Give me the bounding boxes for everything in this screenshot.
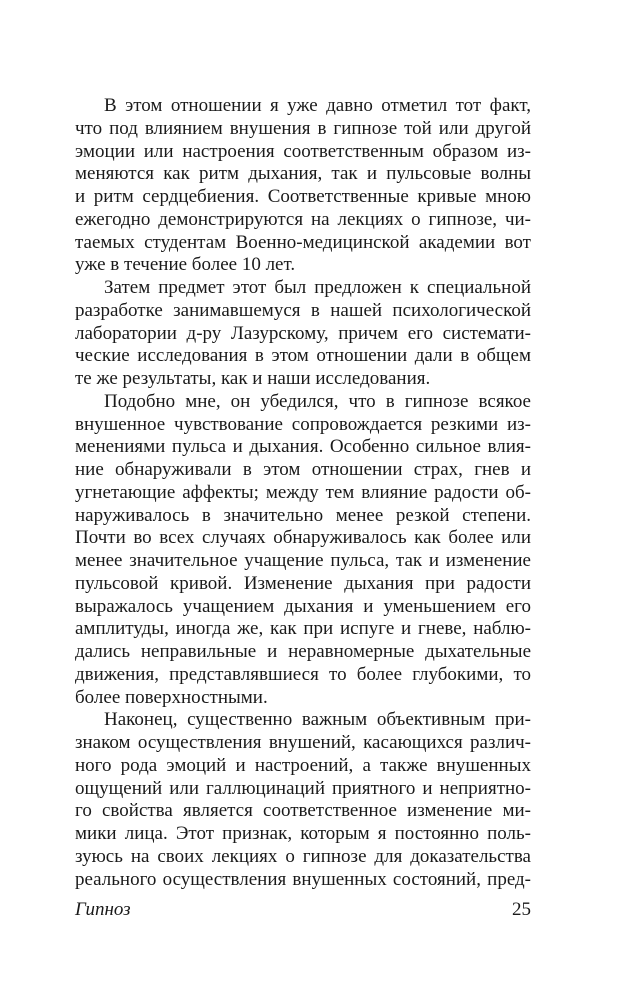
text-line: внушенное чувствование сопровождается резкими из- xyxy=(75,413,531,435)
page-footer xyxy=(75,897,531,923)
paragraph xyxy=(75,709,531,891)
text-line: те же результаты, как и наши исследования. xyxy=(75,368,431,389)
text-line: выражалось учащением дыхания и уменьшением его xyxy=(75,595,531,617)
text-line: ческие исследования в этом отношении дали в общем xyxy=(75,345,531,367)
paragraph xyxy=(75,391,531,710)
text-line: реального осуществления внушенных состояний, пред- xyxy=(75,868,531,890)
text-line: более поверхностными. xyxy=(75,686,268,708)
text-line: го свойства является соответственное изменение ми- xyxy=(75,800,531,822)
text-line: мики лица. Этот признак, которым я постоянно поль- xyxy=(75,823,531,844)
page-number: 25 xyxy=(512,899,531,920)
text-line: эмоции или настроения соответственным образом из- xyxy=(75,140,531,162)
text-line: лаборатории д-ру Лазурскому, причем его системати- xyxy=(75,322,531,344)
text-line: ние обнаруживали в этом отношении страх, гнев и xyxy=(75,459,531,480)
text-line: уже в течение более 10 лет. xyxy=(75,254,296,276)
text-line: и ритм сердцебиения. Соответственные кривые мною xyxy=(75,186,531,207)
paragraph xyxy=(75,95,531,277)
text-line: разработке занимавшемуся в нашей психологической xyxy=(75,299,531,321)
text-line: дались неправильные и неравномерные дыхательные xyxy=(75,641,531,662)
text-line: таемых студентам Военно-медицинской академии вот xyxy=(75,231,531,253)
text-line: пульсовой кривой. Изменение дыхания при радости xyxy=(75,572,531,594)
text-line: Затем предмет этот был предложен к специальной xyxy=(104,277,531,298)
text-line: меняются как ритм дыхания, так и пульсовые волны xyxy=(75,163,531,185)
page-body xyxy=(75,95,531,891)
text-line: менениями пульса и дыхания. Особенно сильное влия- xyxy=(75,436,531,458)
text-line: В этом отношении я уже давно отметил тот факт, xyxy=(104,95,531,116)
text-line: амплитуды, иногда же, как при испуге и гневе, наблю- xyxy=(75,618,531,640)
text-line: менее значительное учащение пульса, так и изменение xyxy=(75,550,531,571)
running-title: Гипноз xyxy=(75,899,131,920)
text-line: угнетающие аффекты; между тем влияние радости об- xyxy=(75,481,531,503)
paragraph xyxy=(75,277,531,391)
text-line: движения, представлявшиеся то более глубокими, то xyxy=(75,663,531,685)
text-line: Наконец, существенно важным объективным при- xyxy=(104,709,531,731)
text-line: наруживалось в значительно менее резкой степени. xyxy=(75,504,531,526)
text-line: ощущений или галлюцинаций приятного и неприятно- xyxy=(75,777,531,799)
text-line: Подобно мне, он убедился, что в гипнозе всякое xyxy=(104,390,531,412)
text-line: знаком осуществления внушений, касающихся различ- xyxy=(75,732,531,753)
text-line: Почти во всех случаях обнаруживалось как более или xyxy=(75,527,531,549)
text-line: что под влиянием внушения в гипнозе той или другой xyxy=(75,117,531,139)
text-line: ежегодно демонстрируются на лекциях о гипнозе, чи- xyxy=(75,208,531,230)
text-line: зуюсь на своих лекциях о гипнозе для доказательства xyxy=(75,845,531,867)
text-line: ного рода эмоций и настроений, а также внушенных xyxy=(75,754,531,776)
